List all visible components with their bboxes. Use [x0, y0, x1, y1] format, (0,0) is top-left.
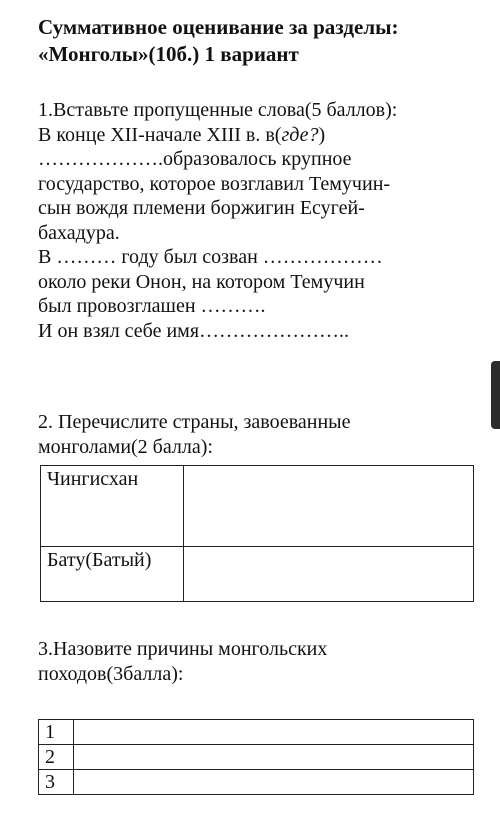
question-1-line: В ……… году был созван ……………… [38, 246, 383, 268]
table-row [39, 745, 474, 770]
table-row [39, 770, 474, 795]
question-1-line: 1.Вставьте пропущенные слова(5 баллов): [38, 99, 398, 121]
table-row [39, 720, 474, 745]
title-line: Суммативное оценивание за разделы: [38, 15, 399, 39]
question-3 [38, 637, 488, 686]
question-1-line: государство, которое возглавил Темучин- [38, 172, 391, 195]
question-1-line: ……………….образовалось крупное [38, 148, 352, 170]
row-label: Чингисхан [41, 466, 184, 547]
answer-cell[interactable] [74, 720, 474, 745]
table-row [41, 466, 474, 547]
question-1-line: был провозглашен ………. [38, 295, 266, 317]
title-line: «Монголы»(10б.) 1 вариант [38, 42, 299, 66]
row-label: Бату(Батый) [41, 547, 184, 602]
answer-cell[interactable] [184, 466, 474, 547]
question-3-line: 3.Назовите причины монгольских [38, 638, 328, 660]
question-2 [38, 410, 488, 459]
table-row [41, 547, 474, 602]
answer-cell[interactable] [74, 745, 474, 770]
countries-table [40, 465, 474, 602]
question-1-line: около реки Онон, на котором Темучин [38, 270, 365, 293]
row-number: 1 [39, 720, 74, 745]
page-title [38, 14, 478, 68]
question-3-line: походов(3балла): [38, 662, 184, 685]
question-1 [38, 98, 488, 343]
question-1-line: сын вождя племени боржигин Есугей- [38, 197, 365, 219]
row-number: 2 [39, 745, 74, 770]
row-number: 3 [39, 770, 74, 795]
answer-cell[interactable] [74, 770, 474, 795]
reasons-table [38, 719, 474, 795]
question-1-line: И он взял себе имя………………….. [38, 319, 350, 342]
question-2-line: монголами(2 балла): [38, 435, 213, 458]
question-1-line: В конце XII-начале XIII в. в(где?) [38, 123, 326, 146]
question-2-line: 2. Перечислите страны, завоеванные [38, 411, 351, 433]
scroll-handle[interactable] [491, 361, 500, 429]
answer-cell[interactable] [184, 547, 474, 602]
question-1-line: бахадура. [38, 221, 120, 244]
